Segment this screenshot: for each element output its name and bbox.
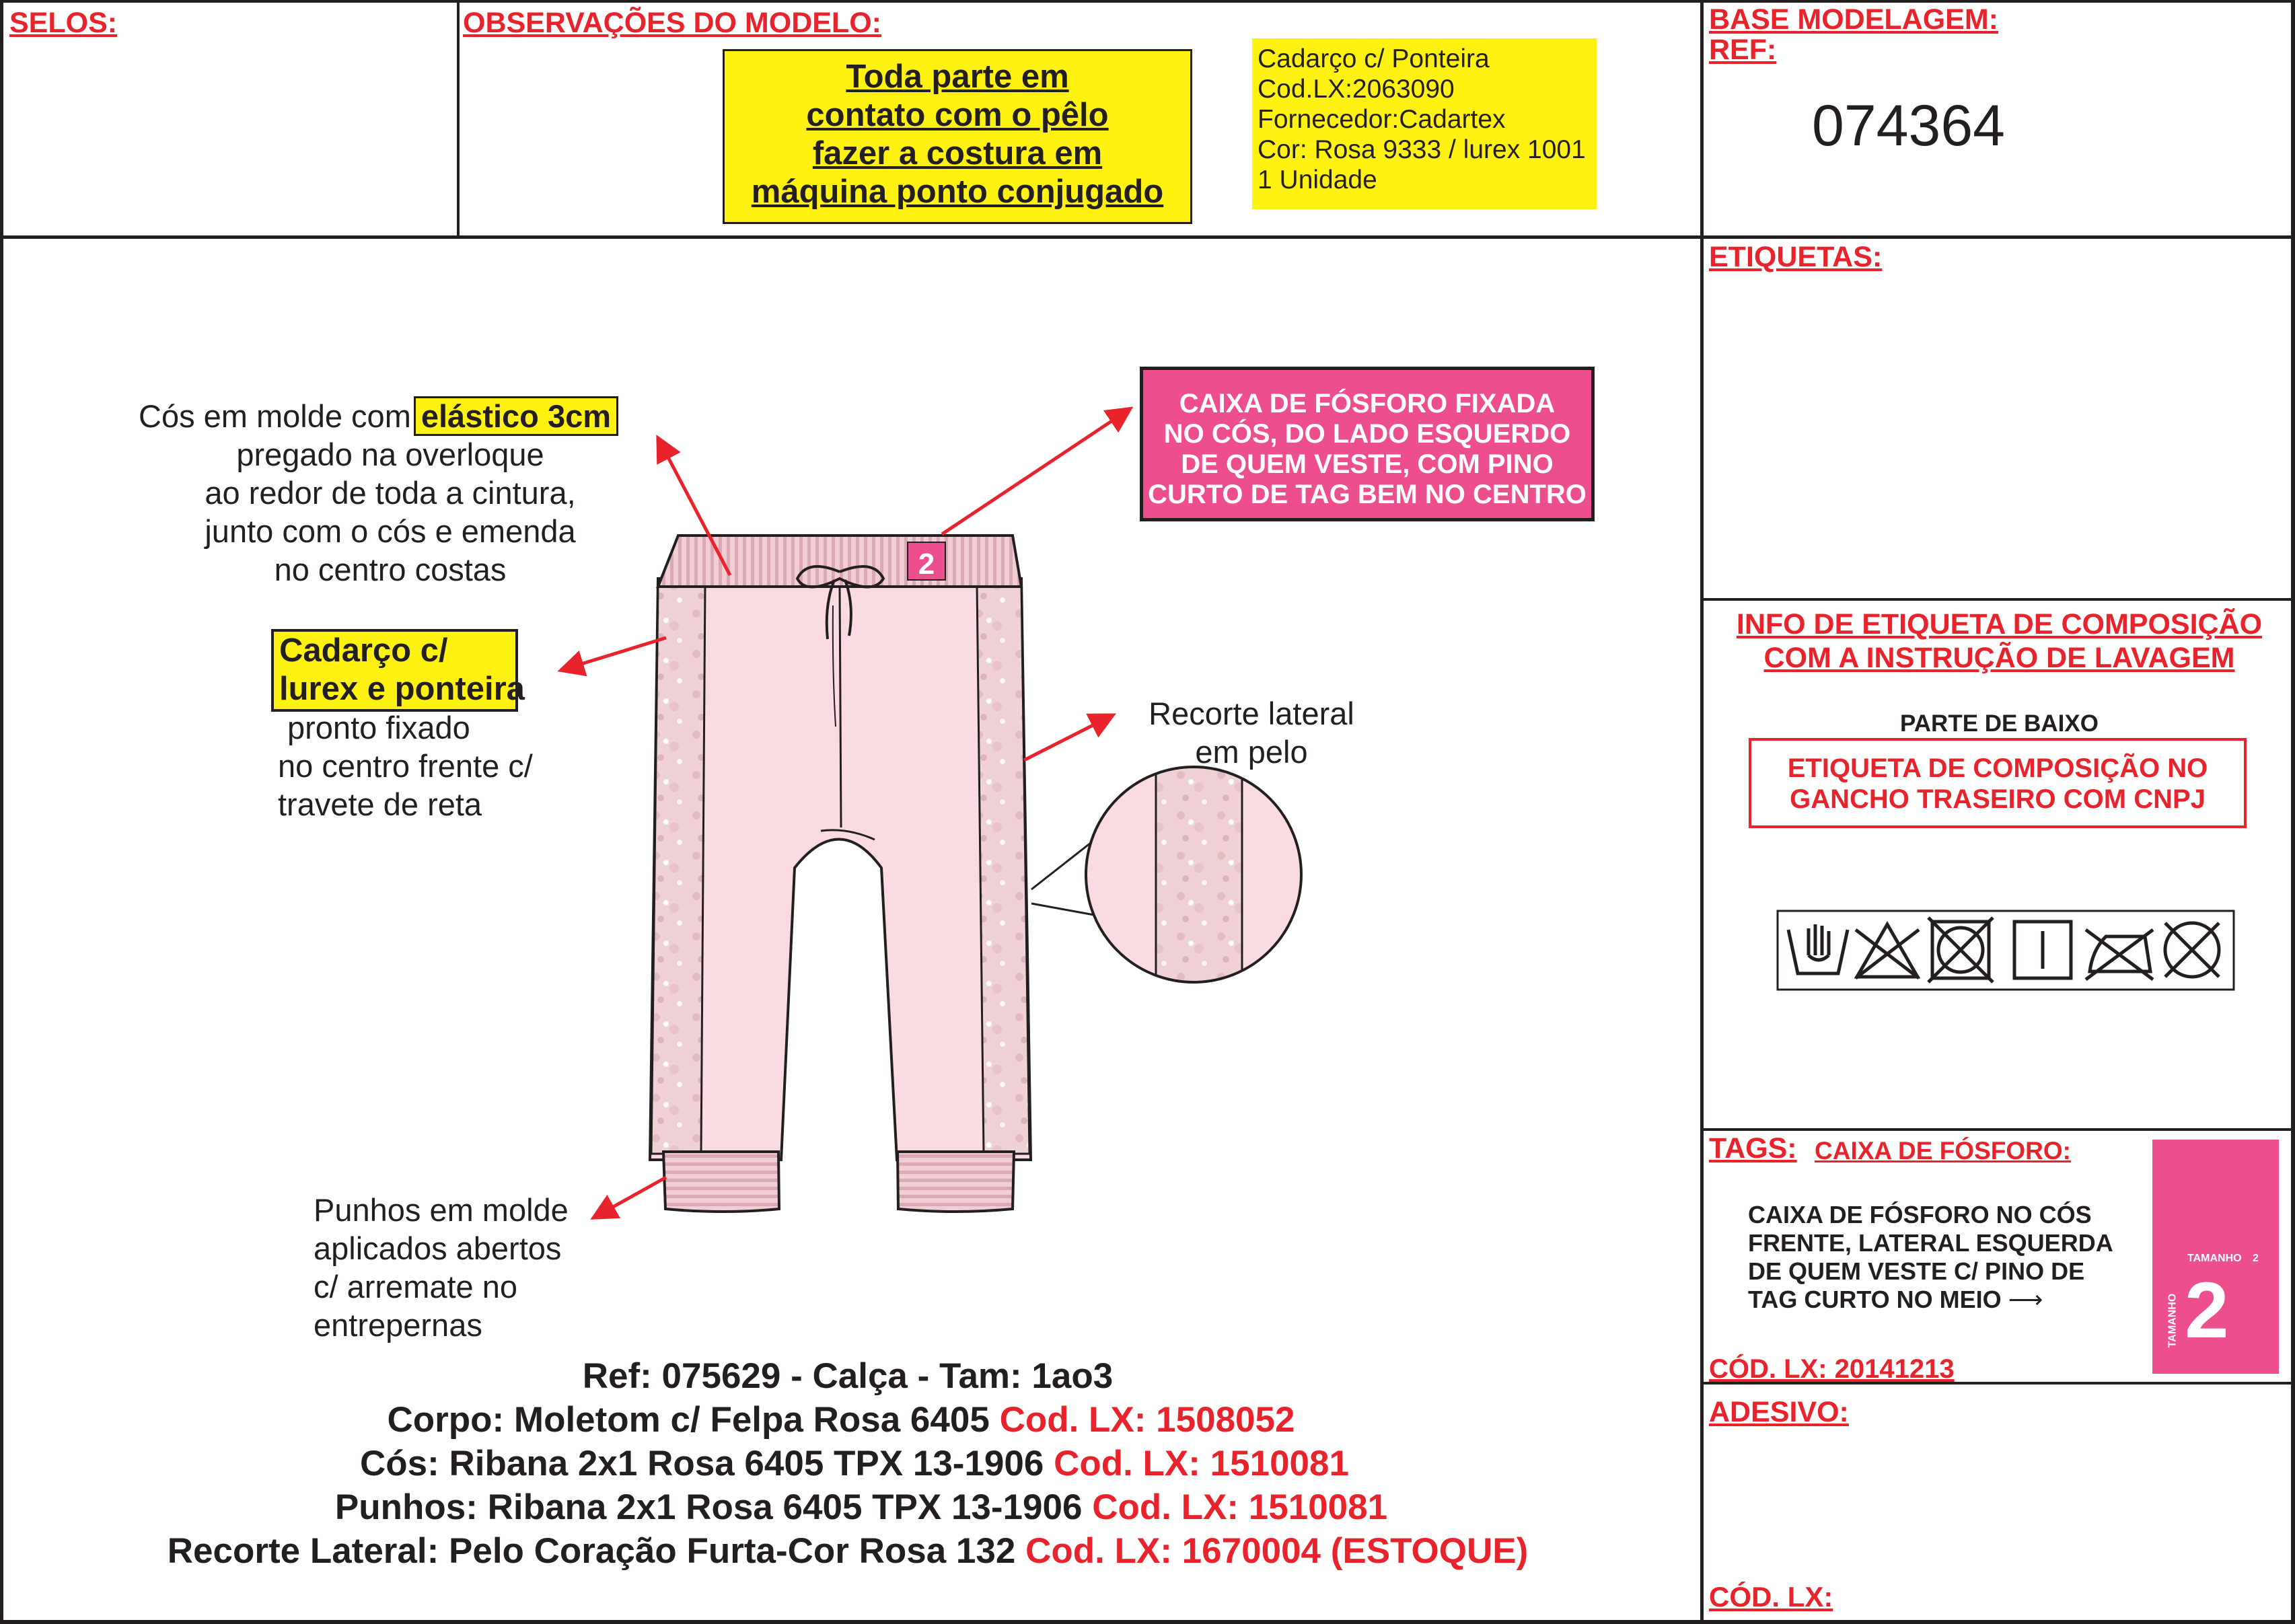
composition-box — [1749, 738, 2247, 828]
side-line: Recorte lateral — [1149, 696, 1354, 731]
spec-line — [0, 1399, 1696, 1440]
cuff-line: Punhos em molde — [314, 1192, 569, 1228]
cuff-line: c/ arremate no — [314, 1269, 518, 1304]
parte-label: PARTE DE BAIXO — [1900, 710, 2099, 737]
tag-size-word-vertical: TAMANHO — [2166, 1293, 2179, 1348]
arrow-right-icon: ⟶ — [2008, 1286, 2043, 1313]
spec-text: Cós: Ribana 2x1 Rosa 6405 TPX 13-1906 — [360, 1444, 1044, 1483]
matchbox-label: CAIXA DE FÓSFORO: — [1815, 1137, 2071, 1165]
tag-size-small: 2 — [2253, 1253, 2259, 1264]
spec-code: Cod. LX: 1670004 (ESTOQUE) — [1025, 1531, 1529, 1571]
cord-info-line: 1 Unidade — [1258, 165, 1377, 194]
spec-code: Cod. LX: 1508052 — [999, 1400, 1295, 1440]
spec-text: Ref: 075629 - Calça - Tam: 1ao3 — [582, 1356, 1114, 1396]
waistband-prefix: Cós em molde com — [139, 398, 411, 434]
matchbox-line: CAIXA DE FÓSFORO FIXADA — [1179, 389, 1556, 418]
cord-info-line: Cadarço c/ Ponteira — [1258, 44, 1490, 73]
waistband-line: junto com o cós e emenda — [205, 513, 576, 549]
cord-info-line: Cor: Rosa 9333 / lurex 1001 — [1258, 135, 1586, 164]
spec-text: Recorte Lateral: Pelo Coração Furta-Cor Rosa 132 — [167, 1531, 1016, 1571]
waistband-line: no centro costas — [274, 552, 507, 587]
cord-highlight-line: Cadarço c/ — [279, 632, 448, 669]
cuff-line: aplicados abertos — [314, 1230, 562, 1266]
do-not-tumble-dry-icon — [1928, 918, 1993, 982]
tag-size-number: 2 — [2185, 1266, 2229, 1355]
waistband-highlight: elástico 3cm — [414, 396, 618, 436]
spec-line — [0, 1443, 1709, 1484]
ref-value: 074364 — [1812, 94, 2005, 158]
selos-label: SELOS: — [9, 7, 118, 39]
waistband-callout-lines — [155, 435, 626, 589]
cord-line: travete de reta — [278, 786, 482, 822]
cord-callout-box — [271, 629, 525, 712]
adesivo-code: CÓD. LX: — [1709, 1581, 1833, 1613]
adesivo-label: ADESIVO: — [1709, 1396, 1849, 1428]
cord-callout-lines — [278, 708, 533, 823]
cuff-callout — [314, 1191, 569, 1344]
matchbox-line: DE QUEM VESTE, COM PINO — [1181, 449, 1554, 479]
spec-text: Corpo: Moletom c/ Felpa Rosa 6405 — [387, 1400, 990, 1440]
ref-label: REF: — [1709, 34, 1777, 66]
cord-highlight-line: lurex e ponteira — [279, 671, 525, 707]
waistband-line: pregado na overloque — [236, 437, 544, 472]
tag-desc-line: CAIXA DE FÓSFORO NO CÓS — [1748, 1201, 2092, 1228]
side-panel-left — [651, 585, 705, 1154]
spec-line — [0, 1530, 1702, 1572]
cord-line: no centro frente c/ — [278, 748, 533, 784]
base-modelagem-label: BASE MODELAGEM: — [1709, 3, 1998, 36]
composition-title — [1704, 607, 2295, 675]
spec-text: Punhos: Ribana 2x1 Rosa 6405 TPX 13-1906 — [334, 1487, 1083, 1527]
obs-note-line: Toda parte em — [846, 59, 1069, 95]
composition-box-line: GANCHO TRASEIRO COM CNPJ — [1790, 784, 2206, 814]
svg-text:2: 2 — [918, 548, 935, 581]
composition-title-line: INFO DE ETIQUETA DE COMPOSIÇÃO — [1736, 608, 2263, 640]
cuff-right — [898, 1152, 1014, 1212]
tag-desc-line: FRENTE, LATERAL ESQUERDA — [1748, 1229, 2113, 1257]
tag-desc-line: DE QUEM VESTE C/ PINO DE — [1748, 1257, 2085, 1285]
composition-title-line: COM A INSTRUÇÃO DE LAVAGEM — [1763, 642, 2235, 674]
spec-code: Cod. LX: 1510081 — [1054, 1444, 1349, 1483]
cuff-left — [663, 1152, 779, 1212]
tags-label: TAGS: — [1709, 1132, 1797, 1165]
waistband-callout — [139, 397, 618, 435]
spec-line — [7, 1487, 1716, 1528]
obs-note-line: máquina ponto conjugado — [751, 174, 1164, 210]
obs-label: OBSERVAÇÕES DO MODELO: — [463, 7, 881, 39]
spec-line — [0, 1356, 1702, 1397]
composition-box-line: ETIQUETA DE COMPOSIÇÃO NO — [1787, 753, 2208, 783]
cord-info-line: Cod.LX:2063090 — [1258, 75, 1455, 104]
tag-desc — [1748, 1201, 2113, 1314]
side-panel-right — [977, 585, 1029, 1154]
care-icons — [1776, 910, 2235, 991]
matchbox-tag — [2152, 1140, 2279, 1374]
side-callout — [1110, 694, 1393, 771]
cord-info-line: Fornecedor:Cadartex — [1258, 105, 1506, 134]
side-line: em pelo — [1195, 734, 1308, 770]
etiquetas-label: ETIQUETAS: — [1709, 241, 1883, 273]
cuff-line: entrepernas — [314, 1307, 482, 1343]
matchbox-line: CURTO DE TAG BEM NO CENTRO — [1148, 480, 1587, 509]
obs-note-line: contato com o pêlo — [806, 97, 1109, 133]
tag-size-word: TAMANHO — [2187, 1253, 2242, 1264]
tag-code: CÓD. LX: 20141213 — [1709, 1354, 1955, 1384]
matchbox-line: NO CÓS, DO LADO ESQUERDO — [1163, 419, 1571, 449]
matchbox-callout-box — [1140, 367, 1595, 521]
tag-desc-line: TAG CURTO NO MEIO — [1748, 1286, 2002, 1313]
spec-code: Cod. LX: 1510081 — [1092, 1487, 1388, 1527]
cord-line: pronto fixado — [287, 710, 470, 745]
waistband-line: ao redor de toda a cintura, — [205, 475, 576, 511]
obs-note-line: fazer a costura em — [812, 135, 1103, 172]
